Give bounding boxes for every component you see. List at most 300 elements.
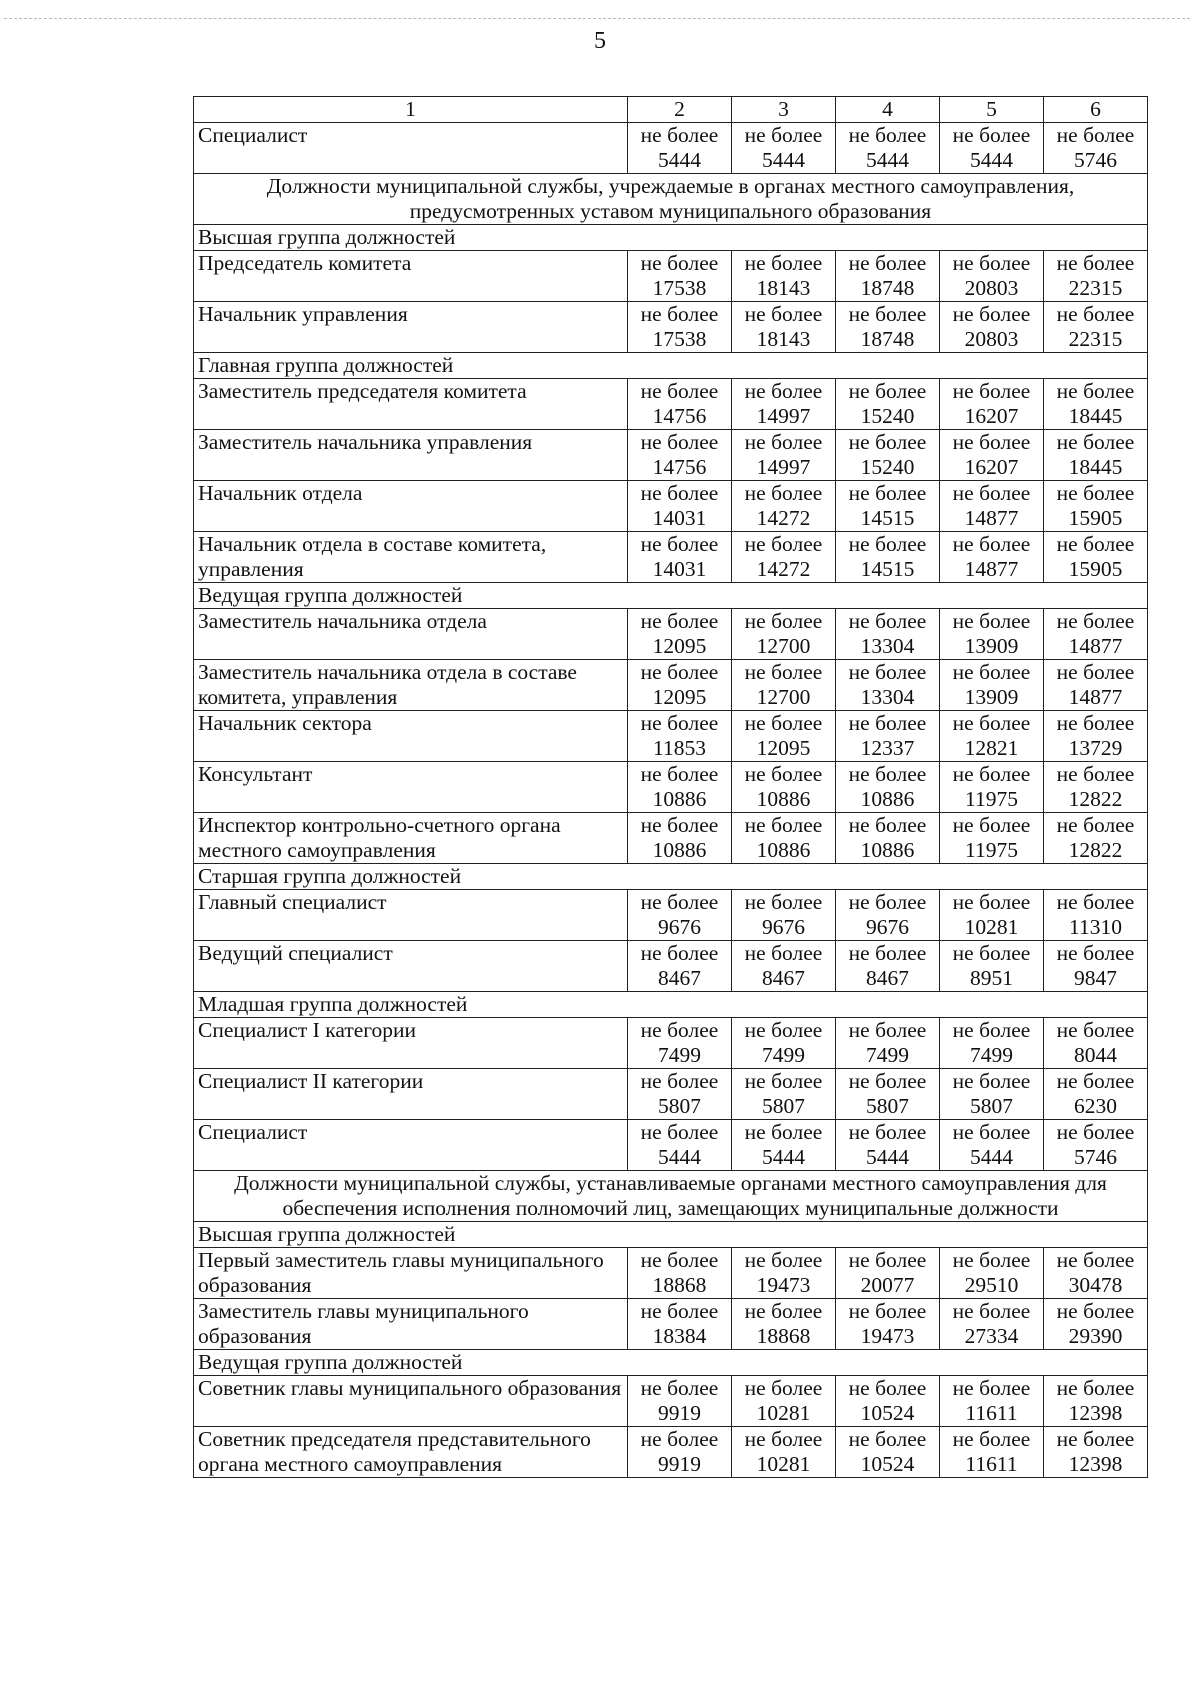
- salary-value: 8951: [970, 966, 1013, 990]
- value-prefix: не более: [1056, 123, 1135, 147]
- salary-cell: [628, 1069, 732, 1120]
- salary-cell: [732, 762, 836, 813]
- salary-cell: [628, 1018, 732, 1069]
- value-prefix: не более: [952, 123, 1031, 147]
- salary-value: 5444: [866, 1145, 909, 1169]
- table-row: [194, 1069, 1148, 1120]
- salary-value: 10886: [756, 838, 811, 862]
- salary-cell: [940, 379, 1044, 430]
- group-title: Ведущая группа должностей: [194, 583, 1148, 609]
- value-prefix: не более: [848, 123, 927, 147]
- salary-cell: [1044, 481, 1148, 532]
- salary-cell: [732, 711, 836, 762]
- table-row: [194, 1248, 1148, 1299]
- salary-value: 22315: [1068, 276, 1123, 300]
- salary-value: 22315: [1068, 327, 1123, 351]
- position-name: Главный специалист: [194, 890, 628, 941]
- value-prefix: не более: [640, 762, 719, 786]
- salary-cell: [628, 1120, 732, 1171]
- salary-value: 12095: [652, 685, 707, 709]
- salary-cell: [1044, 430, 1148, 481]
- salary-cell: [628, 762, 732, 813]
- group-row: [194, 353, 1148, 379]
- salary-value: 8467: [866, 966, 909, 990]
- position-name: Ведущий специалист: [194, 941, 628, 992]
- salary-value: 30478: [1068, 1273, 1123, 1297]
- salary-cell: [836, 1018, 940, 1069]
- value-prefix: не более: [744, 1069, 823, 1093]
- salary-cell: [628, 813, 732, 864]
- salary-value: 15240: [860, 455, 915, 479]
- salary-value: 11975: [965, 787, 1018, 811]
- salary-value: 14877: [964, 506, 1019, 530]
- salary-value: 5444: [866, 148, 909, 172]
- salary-cell: [732, 609, 836, 660]
- value-prefix: не более: [1056, 711, 1135, 735]
- column-header: 4: [836, 97, 940, 123]
- column-header: 1: [194, 97, 628, 123]
- salary-cell: [836, 890, 940, 941]
- salary-value: 18445: [1068, 404, 1123, 428]
- value-prefix: не более: [1056, 532, 1135, 556]
- salary-value: 15905: [1068, 506, 1123, 530]
- value-prefix: не более: [744, 1018, 823, 1042]
- value-prefix: не более: [744, 762, 823, 786]
- group-row: [194, 583, 1148, 609]
- salary-cell: [732, 1018, 836, 1069]
- column-header: 2: [628, 97, 732, 123]
- value-prefix: не более: [1056, 481, 1135, 505]
- table-row: [194, 1299, 1148, 1350]
- salary-cell: [1044, 1248, 1148, 1299]
- section-title: Должности муниципальной службы, учреждаемые в органах местного самоуправления, предусмотренных уставом муниципального образования: [194, 174, 1148, 225]
- salary-cell: [940, 430, 1044, 481]
- value-prefix: не более: [744, 890, 823, 914]
- salary-value: 11310: [1069, 915, 1122, 939]
- salary-cell: [940, 941, 1044, 992]
- position-name: Специалист II категории: [194, 1069, 628, 1120]
- header-row: [194, 97, 1148, 123]
- salary-cell: [940, 890, 1044, 941]
- table-row: [194, 430, 1148, 481]
- value-prefix: не более: [640, 430, 719, 454]
- salary-cell: [836, 1248, 940, 1299]
- value-prefix: не более: [640, 813, 719, 837]
- salary-cell: [1044, 302, 1148, 353]
- salary-cell: [628, 532, 732, 583]
- salary-value: 13909: [964, 634, 1019, 658]
- salary-cell: [1044, 660, 1148, 711]
- group-row: [194, 1222, 1148, 1248]
- salary-cell: [836, 813, 940, 864]
- group-title: Высшая группа должностей: [194, 225, 1148, 251]
- salary-value: 20077: [860, 1273, 915, 1297]
- salary-value: 9676: [762, 915, 805, 939]
- salary-cell: [732, 430, 836, 481]
- salary-cell: [628, 890, 732, 941]
- value-prefix: не более: [1056, 1427, 1135, 1451]
- table-row: [194, 481, 1148, 532]
- salary-value: 29390: [1068, 1324, 1123, 1348]
- salary-cell: [940, 1299, 1044, 1350]
- salary-value: 9847: [1074, 966, 1117, 990]
- salary-cell: [836, 711, 940, 762]
- salary-value: 12095: [756, 736, 811, 760]
- salary-value: 18748: [860, 327, 915, 351]
- value-prefix: не более: [744, 1299, 823, 1323]
- salary-value: 10524: [860, 1452, 915, 1476]
- salary-value: 20803: [964, 276, 1019, 300]
- salary-cell: [628, 481, 732, 532]
- salary-cell: [1044, 1299, 1148, 1350]
- group-title: Высшая группа должностей: [194, 1222, 1148, 1248]
- salary-value: 19473: [756, 1273, 811, 1297]
- salary-table: [193, 96, 1148, 1478]
- value-prefix: не более: [848, 890, 927, 914]
- salary-cell: [732, 813, 836, 864]
- salary-value: 5444: [762, 1145, 805, 1169]
- salary-cell: [1044, 762, 1148, 813]
- group-row: [194, 992, 1148, 1018]
- table-row: [194, 123, 1148, 174]
- value-prefix: не более: [1056, 1248, 1135, 1272]
- salary-cell: [940, 123, 1044, 174]
- value-prefix: не более: [952, 1069, 1031, 1093]
- salary-cell: [836, 941, 940, 992]
- value-prefix: не более: [952, 660, 1031, 684]
- table-row: [194, 609, 1148, 660]
- value-prefix: не более: [640, 941, 719, 965]
- salary-cell: [1044, 1120, 1148, 1171]
- value-prefix: не более: [744, 1427, 823, 1451]
- value-prefix: не более: [848, 1376, 927, 1400]
- position-name: Советник председателя представительного органа местного самоуправления: [194, 1427, 628, 1478]
- value-prefix: не более: [1056, 251, 1135, 275]
- table-row: [194, 890, 1148, 941]
- value-prefix: не более: [952, 762, 1031, 786]
- section-title: Должности муниципальной службы, устанавливаемые органами местного самоуправления для обеспечения исполнения полномочий лиц, замещающих муниципальные должности: [194, 1171, 1148, 1222]
- salary-cell: [732, 379, 836, 430]
- value-prefix: не более: [952, 1299, 1031, 1323]
- salary-value: 12700: [756, 634, 811, 658]
- table-row: [194, 1427, 1148, 1478]
- salary-value: 13304: [860, 685, 915, 709]
- salary-value: 17538: [652, 327, 707, 351]
- value-prefix: не более: [952, 251, 1031, 275]
- salary-value: 10281: [964, 915, 1019, 939]
- value-prefix: не более: [744, 302, 823, 326]
- value-prefix: не более: [952, 890, 1031, 914]
- salary-cell: [732, 660, 836, 711]
- value-prefix: не более: [1056, 890, 1135, 914]
- salary-value: 12398: [1068, 1401, 1123, 1425]
- value-prefix: не более: [848, 711, 927, 735]
- salary-cell: [732, 481, 836, 532]
- salary-cell: [732, 941, 836, 992]
- position-name: Советник главы муниципального образования: [194, 1376, 628, 1427]
- value-prefix: не более: [1056, 941, 1135, 965]
- position-name: Начальник отдела: [194, 481, 628, 532]
- salary-cell: [628, 1427, 732, 1478]
- value-prefix: не более: [952, 711, 1031, 735]
- table-row: [194, 1120, 1148, 1171]
- value-prefix: не более: [848, 1069, 927, 1093]
- salary-cell: [1044, 1376, 1148, 1427]
- salary-value: 14756: [652, 404, 707, 428]
- salary-cell: [1044, 813, 1148, 864]
- value-prefix: не более: [744, 123, 823, 147]
- value-prefix: не более: [640, 1299, 719, 1323]
- salary-cell: [836, 1069, 940, 1120]
- value-prefix: не более: [848, 762, 927, 786]
- salary-cell: [940, 813, 1044, 864]
- value-prefix: не более: [640, 660, 719, 684]
- salary-cell: [940, 711, 1044, 762]
- salary-cell: [940, 762, 1044, 813]
- salary-value: 9676: [866, 915, 909, 939]
- value-prefix: не более: [848, 660, 927, 684]
- salary-value: 8044: [1074, 1043, 1117, 1067]
- salary-cell: [732, 1376, 836, 1427]
- position-name: Заместитель главы муниципального образования: [194, 1299, 628, 1350]
- value-prefix: не более: [640, 1120, 719, 1144]
- salary-cell: [732, 532, 836, 583]
- table-row: [194, 941, 1148, 992]
- salary-cell: [940, 660, 1044, 711]
- salary-cell: [940, 1069, 1044, 1120]
- table-row: [194, 762, 1148, 813]
- salary-value: 12822: [1068, 838, 1123, 862]
- salary-cell: [732, 890, 836, 941]
- salary-value: 16207: [964, 455, 1019, 479]
- salary-value: 14272: [756, 557, 811, 581]
- group-row: [194, 225, 1148, 251]
- salary-value: 29510: [964, 1273, 1019, 1297]
- salary-value: 5807: [658, 1094, 701, 1118]
- table-row: [194, 532, 1148, 583]
- salary-value: 10886: [652, 787, 707, 811]
- salary-value: 19473: [860, 1324, 915, 1348]
- salary-cell: [628, 1248, 732, 1299]
- salary-value: 16207: [964, 404, 1019, 428]
- section-row: [194, 174, 1148, 225]
- salary-value: 12700: [756, 685, 811, 709]
- salary-value: 7499: [866, 1043, 909, 1067]
- salary-value: 12398: [1068, 1452, 1123, 1476]
- value-prefix: не более: [640, 609, 719, 633]
- salary-cell: [628, 430, 732, 481]
- value-prefix: не более: [744, 481, 823, 505]
- position-name: Специалист I категории: [194, 1018, 628, 1069]
- salary-value: 18445: [1068, 455, 1123, 479]
- salary-value: 6230: [1074, 1094, 1117, 1118]
- value-prefix: не более: [744, 660, 823, 684]
- salary-cell: [836, 660, 940, 711]
- salary-value: 11975: [965, 838, 1018, 862]
- table-row: [194, 660, 1148, 711]
- salary-value: 18868: [652, 1273, 707, 1297]
- table-body: [194, 97, 1148, 1478]
- salary-value: 14877: [964, 557, 1019, 581]
- salary-value: 13729: [1068, 736, 1123, 760]
- salary-cell: [628, 1299, 732, 1350]
- group-title: Младшая группа должностей: [194, 992, 1148, 1018]
- salary-value: 14272: [756, 506, 811, 530]
- salary-value: 14515: [860, 557, 915, 581]
- table-row: [194, 302, 1148, 353]
- value-prefix: не более: [952, 302, 1031, 326]
- salary-cell: [836, 123, 940, 174]
- salary-cell: [836, 609, 940, 660]
- salary-value: 8467: [762, 966, 805, 990]
- salary-cell: [836, 1376, 940, 1427]
- salary-cell: [836, 1299, 940, 1350]
- value-prefix: не более: [952, 532, 1031, 556]
- value-prefix: не более: [848, 532, 927, 556]
- salary-value: 5444: [970, 148, 1013, 172]
- value-prefix: не более: [952, 1018, 1031, 1042]
- value-prefix: не более: [1056, 1120, 1135, 1144]
- salary-cell: [732, 123, 836, 174]
- table-row: [194, 1376, 1148, 1427]
- value-prefix: не более: [848, 1248, 927, 1272]
- value-prefix: не более: [1056, 609, 1135, 633]
- salary-value: 9919: [658, 1452, 701, 1476]
- position-name: Консультант: [194, 762, 628, 813]
- salary-value: 10281: [756, 1401, 811, 1425]
- value-prefix: не более: [640, 481, 719, 505]
- position-name: Председатель комитета: [194, 251, 628, 302]
- position-name: Начальник отдела в составе комитета, управления: [194, 532, 628, 583]
- position-name: Заместитель председателя комитета: [194, 379, 628, 430]
- value-prefix: не более: [744, 532, 823, 556]
- column-header: 3: [732, 97, 836, 123]
- salary-cell: [940, 532, 1044, 583]
- salary-cell: [836, 762, 940, 813]
- value-prefix: не более: [640, 711, 719, 735]
- salary-value: 14997: [756, 455, 811, 479]
- salary-value: 10524: [860, 1401, 915, 1425]
- salary-cell: [836, 532, 940, 583]
- salary-cell: [628, 660, 732, 711]
- salary-cell: [940, 1018, 1044, 1069]
- value-prefix: не более: [744, 609, 823, 633]
- salary-cell: [628, 941, 732, 992]
- salary-cell: [1044, 941, 1148, 992]
- salary-value: 5807: [866, 1094, 909, 1118]
- value-prefix: не более: [640, 379, 719, 403]
- salary-value: 18868: [756, 1324, 811, 1348]
- salary-value: 5807: [762, 1094, 805, 1118]
- value-prefix: не более: [848, 1299, 927, 1323]
- salary-value: 27334: [964, 1324, 1019, 1348]
- salary-value: 14877: [1068, 634, 1123, 658]
- value-prefix: не более: [640, 1376, 719, 1400]
- value-prefix: не более: [952, 609, 1031, 633]
- value-prefix: не более: [640, 1248, 719, 1272]
- salary-cell: [1044, 379, 1148, 430]
- salary-value: 7499: [762, 1043, 805, 1067]
- salary-value: 5746: [1074, 1145, 1117, 1169]
- value-prefix: не более: [744, 1376, 823, 1400]
- salary-value: 15240: [860, 404, 915, 428]
- position-name: Первый заместитель главы муниципального образования: [194, 1248, 628, 1299]
- salary-cell: [732, 1069, 836, 1120]
- value-prefix: не более: [848, 379, 927, 403]
- salary-value: 8467: [658, 966, 701, 990]
- salary-value: 13909: [964, 685, 1019, 709]
- salary-value: 10886: [652, 838, 707, 862]
- value-prefix: не более: [640, 532, 719, 556]
- value-prefix: не более: [952, 813, 1031, 837]
- position-name: Заместитель начальника отдела: [194, 609, 628, 660]
- salary-value: 11611: [965, 1401, 1018, 1425]
- salary-value: 9676: [658, 915, 701, 939]
- salary-cell: [628, 1376, 732, 1427]
- salary-value: 9919: [658, 1401, 701, 1425]
- salary-cell: [836, 379, 940, 430]
- value-prefix: не более: [640, 123, 719, 147]
- value-prefix: не более: [640, 1069, 719, 1093]
- value-prefix: не более: [952, 1427, 1031, 1451]
- value-prefix: не более: [952, 1248, 1031, 1272]
- salary-cell: [732, 1427, 836, 1478]
- salary-value: 7499: [970, 1043, 1013, 1067]
- salary-cell: [1044, 1069, 1148, 1120]
- salary-cell: [940, 1120, 1044, 1171]
- value-prefix: не более: [1056, 762, 1135, 786]
- salary-value: 14031: [652, 557, 707, 581]
- scan-artifact-line: [4, 18, 1190, 19]
- value-prefix: не более: [848, 813, 927, 837]
- position-name: Специалист: [194, 123, 628, 174]
- page-number: 5: [594, 28, 606, 54]
- salary-cell: [628, 711, 732, 762]
- value-prefix: не более: [744, 1248, 823, 1272]
- salary-value: 5746: [1074, 148, 1117, 172]
- salary-cell: [732, 302, 836, 353]
- table-row: [194, 711, 1148, 762]
- value-prefix: не более: [744, 430, 823, 454]
- salary-cell: [1044, 711, 1148, 762]
- salary-cell: [732, 1120, 836, 1171]
- salary-value: 18748: [860, 276, 915, 300]
- group-title: Ведущая группа должностей: [194, 1350, 1148, 1376]
- salary-value: 10886: [756, 787, 811, 811]
- salary-cell: [836, 251, 940, 302]
- salary-cell: [732, 1299, 836, 1350]
- salary-cell: [628, 379, 732, 430]
- salary-cell: [732, 251, 836, 302]
- value-prefix: не более: [1056, 302, 1135, 326]
- salary-cell: [836, 1120, 940, 1171]
- salary-value: 11853: [653, 736, 706, 760]
- salary-cell: [1044, 532, 1148, 583]
- table-row: [194, 251, 1148, 302]
- value-prefix: не более: [952, 941, 1031, 965]
- value-prefix: не более: [952, 1376, 1031, 1400]
- value-prefix: не более: [1056, 1376, 1135, 1400]
- value-prefix: не более: [952, 379, 1031, 403]
- salary-value: 10886: [860, 838, 915, 862]
- value-prefix: не более: [1056, 379, 1135, 403]
- value-prefix: не более: [640, 251, 719, 275]
- salary-value: 13304: [860, 634, 915, 658]
- value-prefix: не более: [1056, 813, 1135, 837]
- salary-value: 14515: [860, 506, 915, 530]
- column-header: 6: [1044, 97, 1148, 123]
- salary-value: 18143: [756, 327, 811, 351]
